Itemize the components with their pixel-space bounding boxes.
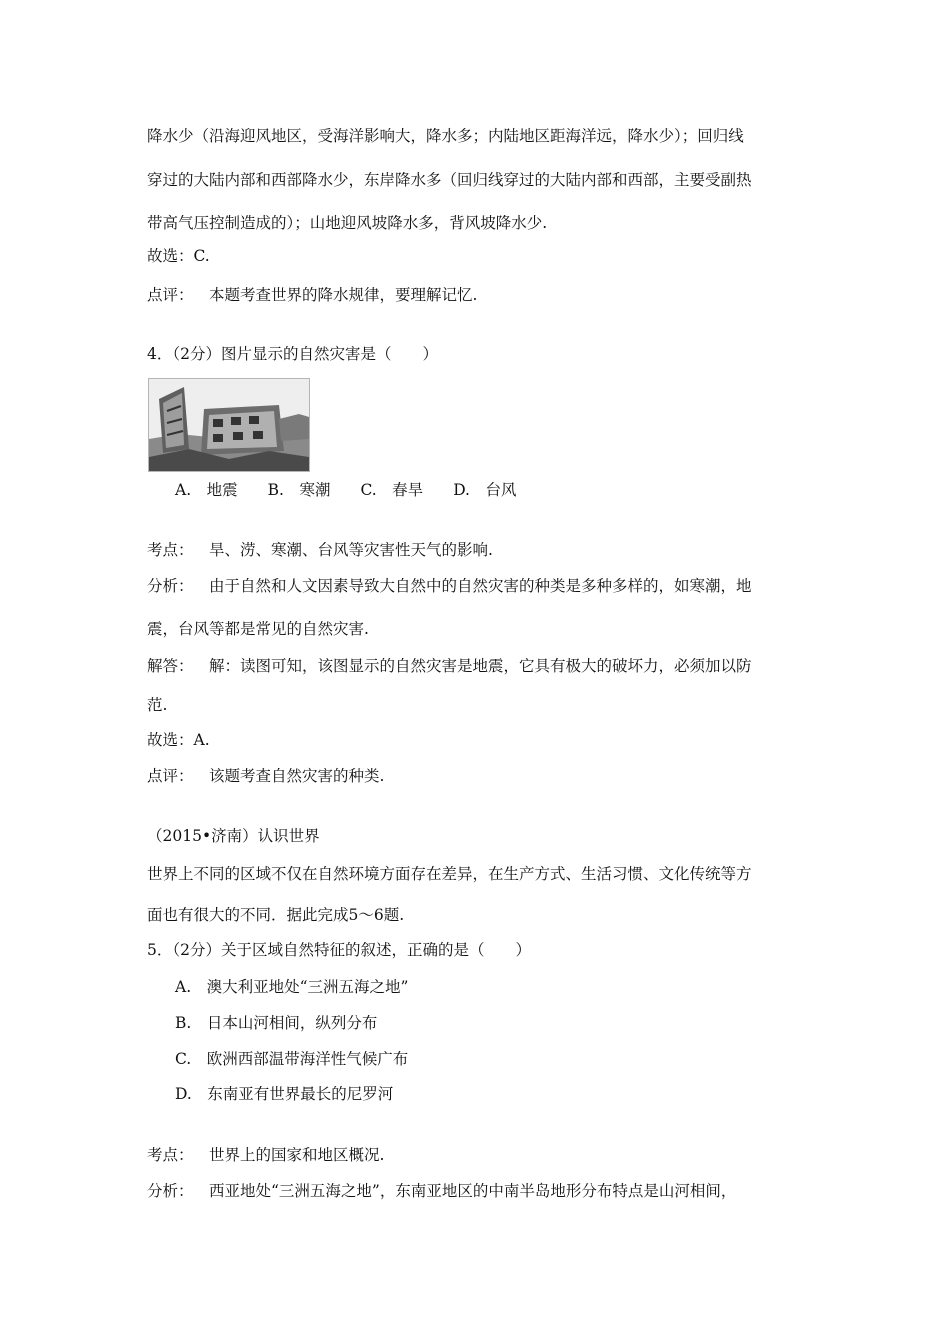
prev-explanation-line-2: 穿过的大陆内部和西部降水少，东岸降水多（回归线穿过的大陆内部和西部，主要受副热: [147, 171, 752, 189]
q4-answer: 故选：A.: [147, 731, 210, 749]
section-title: （2015•济南）认识世界: [147, 827, 320, 845]
q5-option-c[interactable]: C. 欧洲西部温带海洋性气候广布: [175, 1050, 409, 1068]
q4-kaodian: [147, 539, 493, 561]
kaodian-text: 世界上的国家和地区概况.: [209, 1146, 385, 1164]
section-intro-line-2: 面也有很大的不同．据此完成5～6题.: [147, 906, 405, 924]
q4-comment: [147, 765, 384, 787]
earthquake-photo: [148, 378, 310, 472]
comment-text: 本题考查世界的降水规律，要理解记忆.: [209, 286, 478, 304]
q5-kaodian: [147, 1144, 384, 1166]
q5-option-d[interactable]: D. 东南亚有世界最长的尼罗河: [175, 1085, 394, 1103]
section-intro-line-1: 世界上不同的区域不仅在自然环境方面存在差异，在生产方式、生活习惯、文化传统等方: [147, 865, 752, 883]
kaodian-label: 考点：: [147, 1146, 194, 1164]
q5-option-a[interactable]: A. 澳大利亚地处“三洲五海之地”: [175, 978, 409, 996]
fenxi-text: 西亚地处“三洲五海之地”，东南亚地区的中南半岛地形分布特点是山河相间，: [209, 1182, 737, 1200]
q4-option-d[interactable]: D. 台风: [453, 481, 517, 499]
jieda-label: 解答：: [147, 657, 194, 675]
q5-fenxi: [147, 1180, 736, 1202]
q5-option-b[interactable]: B. 日本山河相间，纵列分布: [175, 1014, 378, 1032]
comment-text: 该题考查自然灾害的种类.: [209, 767, 385, 785]
q4-option-a[interactable]: A. 地震: [175, 481, 238, 499]
q4-option-c[interactable]: C. 春旱: [360, 481, 424, 499]
prev-explanation-line-3: 带高气压控制造成的）；山地迎风坡降水多，背风坡降水少.: [147, 214, 548, 232]
comment-label: 点评：: [147, 286, 194, 304]
prev-comment: [147, 284, 477, 306]
fenxi-text: 由于自然和人文因素导致大自然中的自然灾害的种类是多种多样的，如寒潮，地: [209, 577, 752, 595]
fenxi-label: 分析：: [147, 577, 194, 595]
jieda-text: 解：读图可知，该图显示的自然灾害是地震，它具有极大的破坏力，必须加以防: [209, 657, 752, 675]
kaodian-text: 旱、涝、寒潮、台风等灾害性天气的影响.: [209, 541, 493, 559]
q4-options: [175, 479, 547, 501]
q4-fenxi-cont: 震，台风等都是常见的自然灾害.: [147, 620, 369, 638]
q4-stem: 4．（2分）图片显示的自然灾害是（ ）: [147, 345, 438, 363]
q4-option-b[interactable]: B. 寒潮: [267, 481, 331, 499]
prev-explanation-line-1: 降水少（沿海迎风地区，受海洋影响大，降水多；内陆地区距海洋远，降水少）；回归线: [147, 127, 744, 145]
comment-label: 点评：: [147, 767, 194, 785]
kaodian-label: 考点：: [147, 541, 194, 559]
fenxi-label: 分析：: [147, 1182, 194, 1200]
q4-jieda-cont: 范.: [147, 696, 168, 714]
q5-stem: 5．（2分）关于区域自然特征的叙述，正确的是（ ）: [147, 941, 531, 959]
prev-answer: 故选：C.: [147, 247, 210, 265]
q4-jieda: [147, 655, 752, 677]
q4-fenxi: [147, 575, 752, 597]
